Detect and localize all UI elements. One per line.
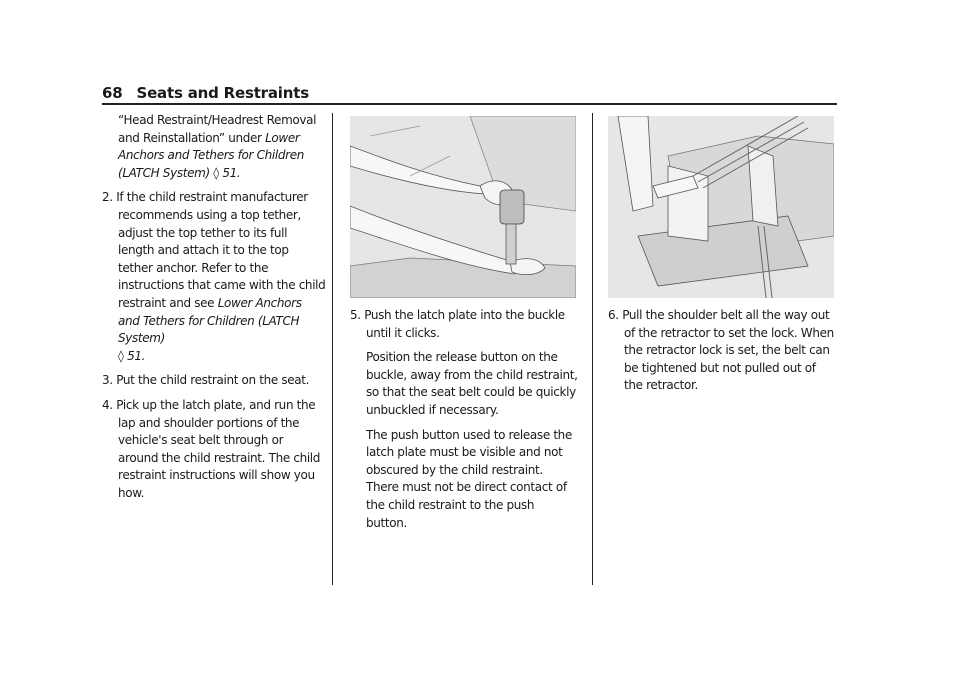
page-number: 68	[102, 84, 123, 102]
paragraph: Position the release button on the buckle, away from the child restraint, so that the seat belt could be quickly unbuckled if necessary.	[366, 350, 578, 417]
step-2: 2. If the child restraint manufacturer recommends using a top tether, adjust the top tether to its full length and attach it to the top tether anchor. Refer to the instructions that came with the child restraint and see Lower Anchors and Tethers for Children (LATCH System) ◊ 51.	[102, 190, 326, 363]
page-ref-icon: ◊	[118, 348, 124, 363]
xref-link[interactable]: Lower Anchors and Tethers for Children (LATCH System)	[118, 130, 304, 180]
column-3	[608, 112, 836, 402]
page-ref[interactable]: 51.	[222, 165, 241, 180]
buckle-illustration	[350, 116, 576, 298]
continued-paragraph: “Head Restraint/Headrest Removal and Reinstallation” under Lower Anchors and Tethers for Children (LATCH System) ◊ 51.	[118, 113, 317, 180]
section-title: Seats and Restraints	[136, 84, 309, 102]
column-divider	[592, 113, 593, 585]
column-divider	[332, 113, 333, 585]
step-4: 4. Pick up the latch plate, and run the lap and shoulder portions of the vehicle's seat belt through or around the child restraint. The child restraint instructions will show you how.	[102, 397, 321, 500]
xref-link[interactable]: Lower Anchors and Tethers for Children (LATCH System)	[118, 295, 302, 346]
page-ref[interactable]: 51.	[127, 348, 146, 363]
page-ref-icon: ◊	[213, 165, 219, 180]
paragraph: The push button used to release the latch plate must be visible and not obscured by the child restraint. There must not be direct contact of the child restraint to the push button.	[366, 427, 572, 530]
column-2	[350, 112, 578, 539]
shoulder-belt-illustration	[608, 116, 834, 298]
header-rule	[102, 103, 837, 105]
step-6: 6. Pull the shoulder belt all the way out of the retractor to set the lock. When the retractor lock is set, the belt can be tightened but not pulled out of the retractor.	[608, 308, 834, 393]
column-1	[102, 112, 326, 509]
step-5: 5. Push the latch plate into the buckle until it clicks.	[350, 308, 565, 340]
step-3: 3. Put the child restraint on the seat.	[102, 373, 310, 388]
page-header	[102, 84, 309, 102]
